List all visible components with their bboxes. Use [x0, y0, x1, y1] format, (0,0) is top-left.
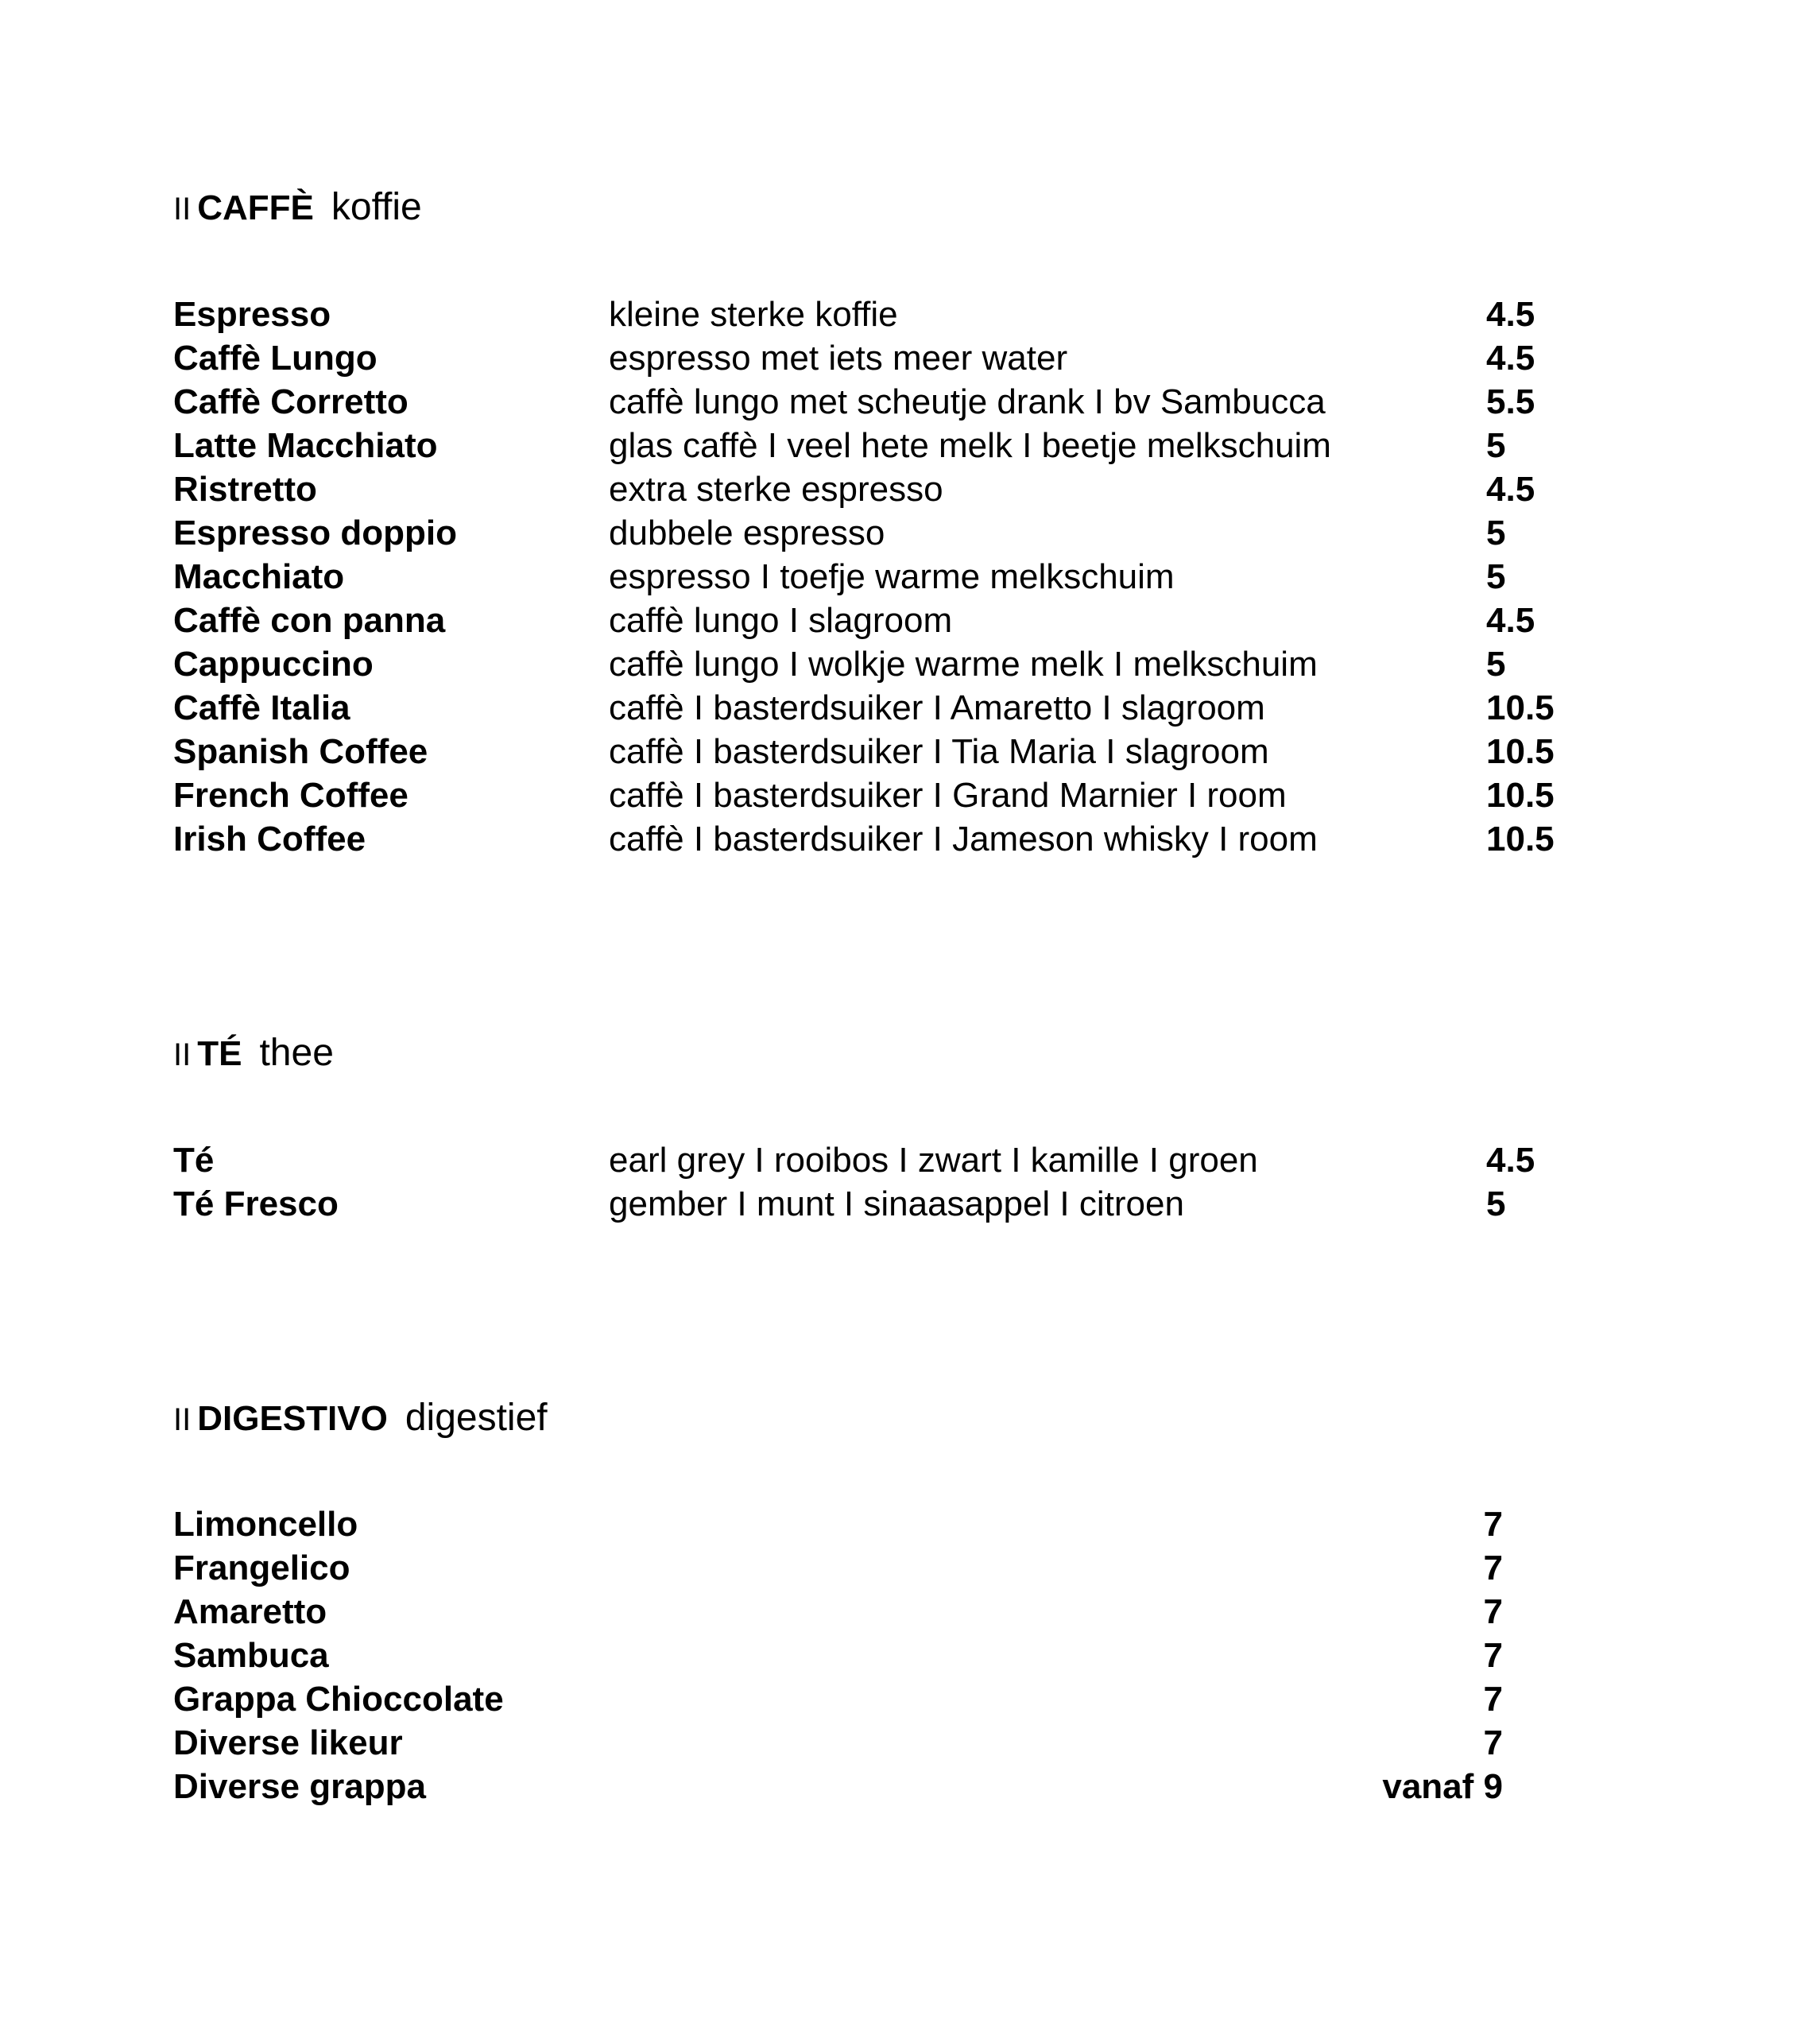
menu-item	[173, 1765, 1604, 1808]
item-description: gember I munt I sinaasappel I citroen	[609, 1184, 1184, 1223]
item-description: espresso I toefje warme melkschuim	[609, 557, 1175, 596]
menu-item	[173, 380, 1604, 424]
item-description: dubbele espresso	[609, 514, 885, 552]
item-price: 4.5	[1486, 295, 1535, 334]
item-price: 7	[1483, 1592, 1503, 1631]
caffe-item-list	[173, 293, 1604, 861]
item-name: Macchiato	[173, 557, 345, 596]
menu-item	[173, 1634, 1604, 1677]
item-name: Limoncello	[173, 1505, 358, 1544]
item-name: Té Fresco	[173, 1184, 339, 1223]
item-price: 4.5	[1486, 1141, 1535, 1180]
item-name: Latte Macchiato	[173, 426, 438, 465]
item-name: Grappa Chioccolate	[173, 1680, 504, 1719]
menu-item	[173, 773, 1604, 817]
item-price: 5.5	[1486, 382, 1535, 421]
item-price: 10.5	[1486, 776, 1555, 815]
menu-item	[173, 817, 1604, 861]
item-name: Diverse grappa	[173, 1767, 426, 1806]
item-price: 5	[1486, 645, 1506, 684]
section-title: TÉ	[197, 1034, 242, 1073]
item-description: caffè I basterdsuiker I Grand Marnier I room	[609, 776, 1287, 815]
section-subtitle: koffie	[331, 186, 422, 228]
item-name: Caffè con panna	[173, 601, 446, 640]
item-price: 7	[1483, 1680, 1503, 1719]
te-item-list	[173, 1138, 1604, 1226]
item-price: 7	[1483, 1723, 1503, 1762]
item-description: earl grey I rooibos I zwart I kamille I groen	[609, 1141, 1258, 1180]
item-description: glas caffè I veel hete melk I beetje melkschuim	[609, 426, 1331, 465]
menu-item	[173, 730, 1604, 773]
section-subtitle: thee	[259, 1032, 334, 1074]
menu-item	[173, 1546, 1604, 1590]
item-name: Caffè Lungo	[173, 339, 378, 378]
item-name: Amaretto	[173, 1592, 327, 1631]
menu-item	[173, 642, 1604, 686]
section-marker: II	[173, 192, 192, 227]
menu-item	[173, 686, 1604, 730]
item-name: Sambuca	[173, 1636, 329, 1675]
menu-item	[173, 424, 1604, 467]
section-heading-te	[173, 1031, 334, 1077]
section-subtitle: digestief	[405, 1397, 548, 1439]
item-price: 5	[1486, 557, 1506, 596]
section-marker: II	[173, 1037, 192, 1072]
item-description: extra sterke espresso	[609, 470, 943, 509]
item-price: 5	[1486, 1184, 1506, 1223]
digestivo-item-list	[173, 1502, 1604, 1808]
item-name: Frangelico	[173, 1549, 350, 1587]
menu-item	[173, 1677, 1604, 1721]
item-price: 4.5	[1486, 601, 1535, 640]
menu-item	[173, 1502, 1604, 1546]
section-title: DIGESTIVO	[197, 1399, 388, 1438]
item-price: vanaf 9	[1382, 1767, 1503, 1806]
section-title: CAFFÈ	[197, 188, 314, 227]
menu-item	[173, 293, 1604, 336]
item-price: 5	[1486, 426, 1506, 465]
item-price: 4.5	[1486, 339, 1535, 378]
section-marker: II	[173, 1402, 192, 1437]
item-price: 7	[1483, 1505, 1503, 1544]
item-description: caffè I basterdsuiker I Tia Maria I slagroom	[609, 732, 1269, 771]
section-heading-digestivo	[173, 1396, 548, 1442]
item-name: Spanish Coffee	[173, 732, 428, 771]
item-description: caffè lungo I wolkje warme melk I melkschuim	[609, 645, 1318, 684]
item-price: 10.5	[1486, 820, 1555, 859]
item-description: kleine sterke koffie	[609, 295, 898, 334]
item-description: espresso met iets meer water	[609, 339, 1068, 378]
item-price: 4.5	[1486, 470, 1535, 509]
item-name: Espresso doppio	[173, 514, 457, 552]
item-name: Espresso	[173, 295, 331, 334]
menu-item	[173, 1182, 1604, 1226]
item-description: caffè lungo I slagroom	[609, 601, 953, 640]
menu-item	[173, 467, 1604, 511]
item-price: 10.5	[1486, 688, 1555, 727]
menu-item	[173, 1590, 1604, 1634]
item-name: Ristretto	[173, 470, 317, 509]
menu-item	[173, 1138, 1604, 1182]
menu-item	[173, 1721, 1604, 1765]
item-price: 5	[1486, 514, 1506, 552]
item-price: 7	[1483, 1549, 1503, 1587]
item-description: caffè I basterdsuiker I Amaretto I slagroom	[609, 688, 1265, 727]
item-name: Caffè Corretto	[173, 382, 409, 421]
menu-item	[173, 511, 1604, 555]
item-price: 7	[1483, 1636, 1503, 1675]
item-name: Irish Coffee	[173, 820, 366, 859]
item-name: Caffè Italia	[173, 688, 350, 727]
item-price: 10.5	[1486, 732, 1555, 771]
item-name: Cappuccino	[173, 645, 374, 684]
menu-item	[173, 599, 1604, 642]
section-heading-caffe	[173, 185, 422, 231]
item-description: caffè lungo met scheutje drank I bv Sambucca	[609, 382, 1326, 421]
item-name: Diverse likeur	[173, 1723, 403, 1762]
item-name: French Coffee	[173, 776, 409, 815]
menu-item	[173, 555, 1604, 599]
item-name: Té	[173, 1141, 215, 1180]
menu-item	[173, 336, 1604, 380]
item-description: caffè I basterdsuiker I Jameson whisky I room	[609, 820, 1318, 859]
